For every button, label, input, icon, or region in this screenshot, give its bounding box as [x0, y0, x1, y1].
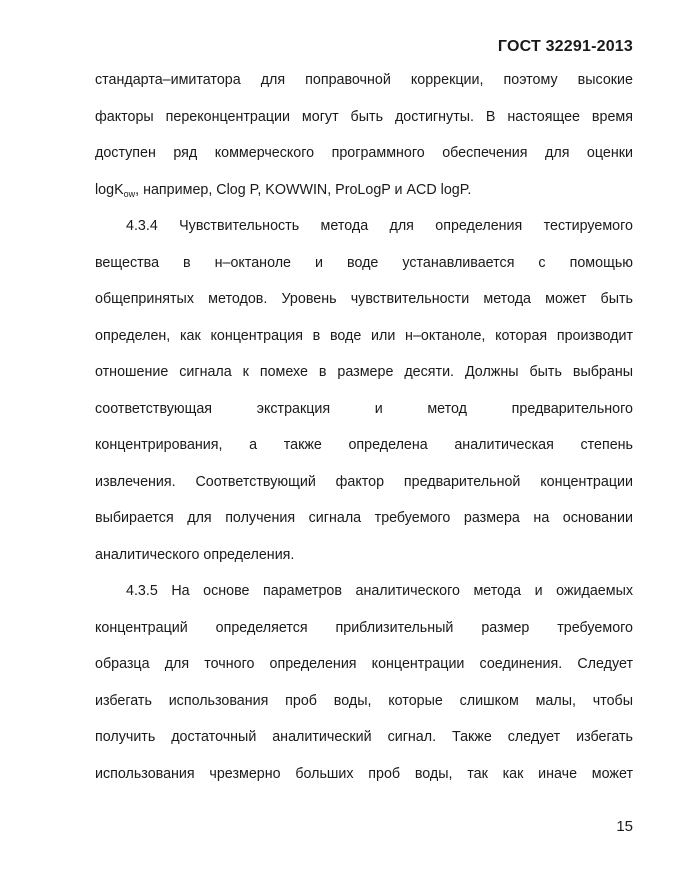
- software-list: , например, Clog P, KOWWIN, ProLogP и ACD logP.: [135, 181, 472, 198]
- paragraph-4-3-4: [95, 213, 633, 578]
- text-line: получить достаточный аналитический сигнал. Также следует избегать: [95, 729, 633, 745]
- text-line: отношение сигнала к помехе в размере десяти. Должны быть выбраны: [95, 364, 633, 380]
- text-line: доступен ряд коммерческого программного обеспечения для оценки: [95, 145, 633, 161]
- text-line-with-formula: [95, 177, 633, 214]
- paragraph-continuation: [95, 67, 633, 213]
- text-line: концентраций определяется приблизительный размер требуемого: [95, 619, 633, 636]
- formula-logk: logK: [95, 181, 124, 198]
- text-line: общепринятых методов. Уровень чувствительности метода может быть: [95, 291, 633, 307]
- text-line: концентрирования, а также определена аналитическая степень: [95, 437, 633, 453]
- text-line: вещества в н–октаноле и воде устанавливается с помощью: [95, 254, 633, 271]
- standard-code-header: ГОСТ 32291-2013: [497, 38, 633, 55]
- text-line: соответствующая экстракция и метод предварительного: [95, 400, 633, 417]
- text-line: аналитического определения.: [95, 546, 295, 563]
- document-body: [95, 67, 633, 797]
- formula-subscript: ow: [123, 188, 136, 199]
- paragraph-4-3-5: [95, 578, 633, 797]
- text-line: образца для точного определения концентрации соединения. Следует: [95, 656, 633, 672]
- text-line: извлечения. Соответствующий фактор предварительной концентрации: [95, 473, 633, 490]
- text-line: использования чрезмерно больших проб воды, так как иначе может: [95, 765, 633, 782]
- text-line: факторы переконцентрации могут быть достигнуты. В настоящее время: [95, 108, 633, 125]
- text-line: 4.3.4 Чувствительность метода для определения тестируемого: [126, 218, 633, 234]
- text-line: стандарта–имитатора для поправочной коррекции, поэтому высокие: [95, 72, 633, 88]
- text-line: выбирается для получения сигнала требуемого размера на основании: [95, 510, 633, 526]
- page-number: 15: [616, 818, 633, 835]
- text-line: определен, как концентрация в воде или н–октаноле, которая производит: [95, 327, 633, 344]
- text-line: 4.3.5 На основе параметров аналитического метода и ожидаемых: [126, 583, 633, 599]
- text-line: избегать использования проб воды, которые слишком малы, чтобы: [95, 692, 633, 709]
